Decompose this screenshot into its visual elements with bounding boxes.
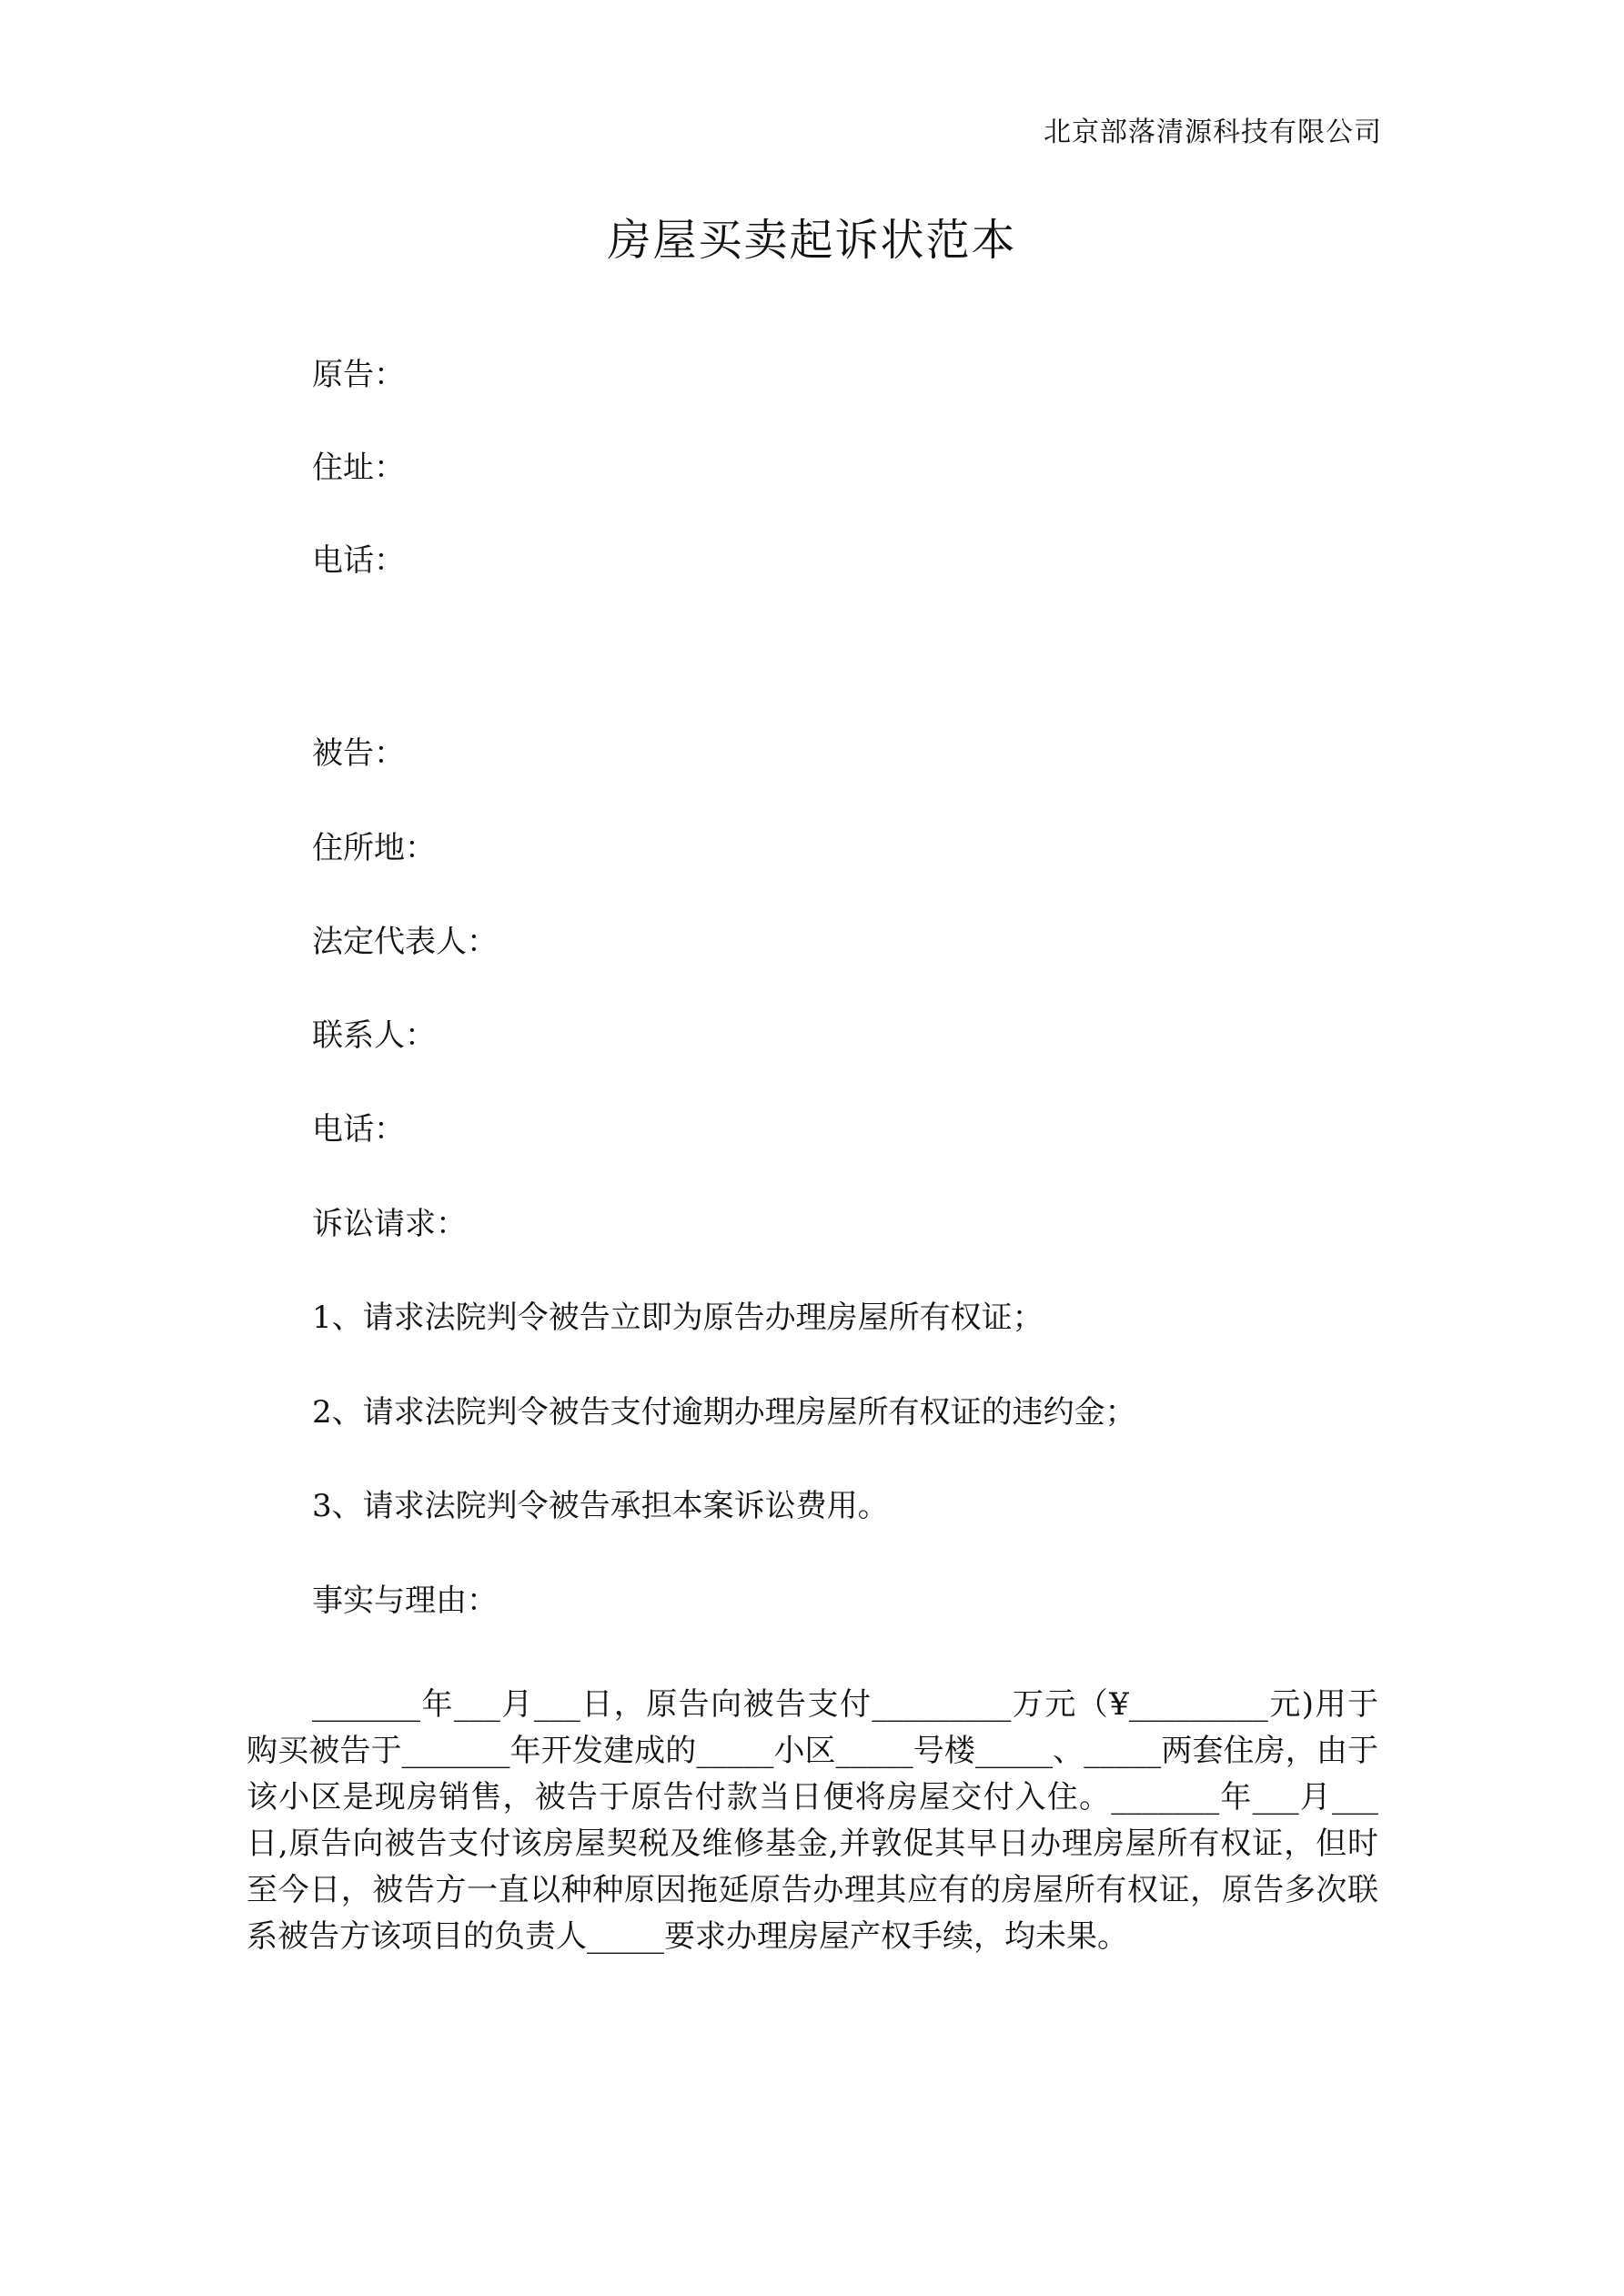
defendant-domicile-label: 住所地：	[312, 830, 436, 866]
claim-item: 1、请求法院判令被告立即为原告办理房屋所有权证；	[312, 1300, 1044, 1336]
claim-item: 3、请求法院判令被告承担本案诉讼费用。	[312, 1488, 889, 1524]
claims-heading: 诉讼请求：	[312, 1206, 467, 1242]
defendant-legal-rep-label: 法定代表人：	[312, 924, 498, 960]
company-name: 北京部落清源科技有限公司	[1044, 116, 1382, 148]
plaintiff-address-label: 住址：	[312, 450, 405, 486]
claim-item: 2、请求法院判令被告支付逾期办理房屋所有权证的违约金；	[312, 1394, 1136, 1431]
facts-heading: 事实与理由：	[312, 1583, 498, 1619]
facts-paragraph: _______年___月___日，原告向被告支付_________万元（¥_________元)用于购买被告于_______年开发建成的_____小区_____号楼_____、_____两套住房，由于该小区是现房销售，被告于原告付款当日便将房屋交付入住。_______年___月___日,原告向被告支付该房屋契税及维修基金,并敦促其早日办理房屋所有权证，但时至今日，被告方一直以种种原因拖延原告办理其应有的房屋所有权证，原告多次联系被告方该项目的负责人_____要求办理房屋产权手续，均未果。	[247, 1686, 1378, 1955]
defendant-label: 被告：	[312, 735, 405, 772]
plaintiff-label: 原告：	[312, 357, 405, 393]
defendant-contact-label: 联系人：	[312, 1017, 436, 1054]
plaintiff-phone-label: 电话：	[312, 542, 405, 579]
document-title: 房屋买卖起诉状范本	[607, 215, 1017, 266]
defendant-phone-label: 电话：	[312, 1111, 405, 1148]
